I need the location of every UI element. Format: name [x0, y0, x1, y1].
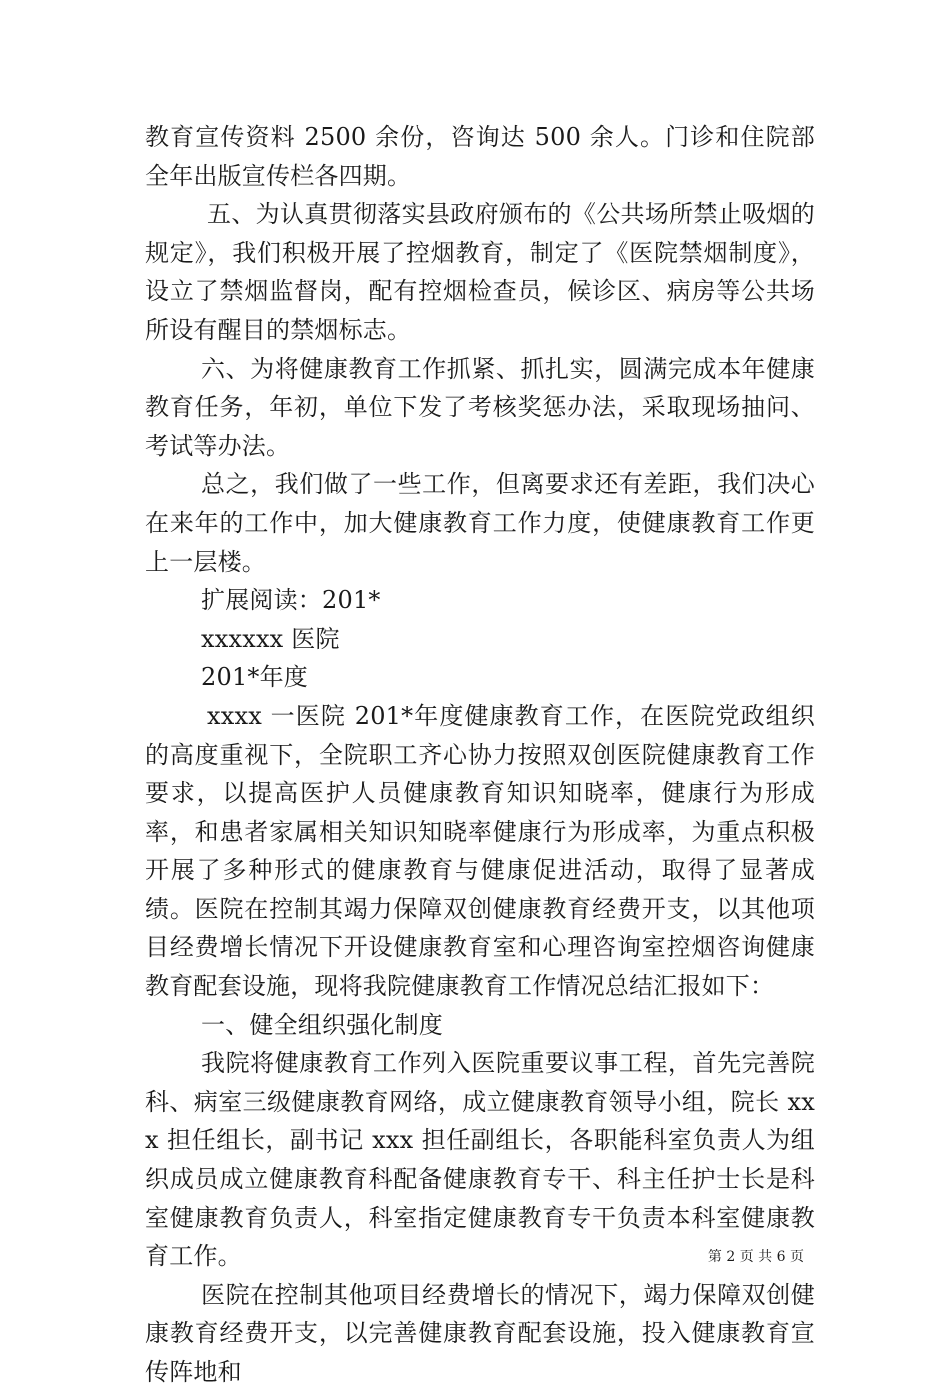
section-heading-organization: 一、健全组织强化制度: [201, 1010, 443, 1039]
report-year: 201*年度: [201, 663, 309, 692]
paragraph-publicity-materials: 教育宣传资料 2500 余份，咨询达 500 余人。门诊和住院部全年出版宣传栏各四期。: [145, 123, 815, 190]
document-body: [145, 118, 815, 1392]
paragraph-annual-overview: xxxx 一医院 201*年度健康教育工作，在医院党政组织的高度重视下，全院职工齐心协力按照双创医院健康教育工作要求，以提高医护人员健康教育知识知晓率，健康行为形成率，和患者家属相关知识知晓率健康行为形成率，为重点积极开展了多种形式的健康教育与健康促进活动，取得了显著成绩。医院在控制其竭力保障双创健康教育经费开支，以其他项目经费增长情况下开设健康教育室和心理咨询室控烟咨询健康教育配套设施，现将我院健康教育工作情况总结汇报如下：: [145, 701, 815, 1001]
paragraph-organization-network: 我院将健康教育工作列入医院重要议事工程，首先完善院科、病室三级健康教育网络，成立健康教育领导小组，院长 xxx 担任组长，副书记 xxx 担任副组长，各职能科室负责人为组织成员成立健康教育科配备健康教育专干、科主任护士长是科室健康教育负责人，科室指定健康教育专干负责本科室健康教育工作。: [145, 1049, 815, 1271]
page-number-footer: 第 2 页 共 6 页: [707, 1249, 804, 1265]
paragraph-assessment: 六、为将健康教育工作抓紧、抓扎实，圆满完成本年健康教育任务，年初，单位下发了考核奖惩办法，采取现场抽问、考试等办法。: [145, 354, 815, 460]
paragraph-smoking-control: 五、为认真贯彻落实县政府颁布的《公共场所禁止吸烟的规定》，我们积极开展了控烟教育，制定了《医院禁烟制度》，设立了禁烟监督岗，配有控烟检查员，候诊区、病房等公共场所设有醒目的禁烟标志。: [145, 200, 815, 344]
paragraph-summary: 总之，我们做了一些工作，但离要求还有差距，我们决心在来年的工作中，加大健康教育工作力度，使健康教育工作更上一层楼。: [145, 470, 815, 576]
hospital-name: xxxxxx 医院: [201, 624, 340, 653]
extended-reading-label: 扩展阅读：201*: [201, 586, 381, 615]
paragraph-funding: 医院在控制其他项目经费增长的情况下，竭力保障双创健康教育经费开支，以完善健康教育配套设施，投入健康教育宣传阵地和: [145, 1280, 815, 1386]
